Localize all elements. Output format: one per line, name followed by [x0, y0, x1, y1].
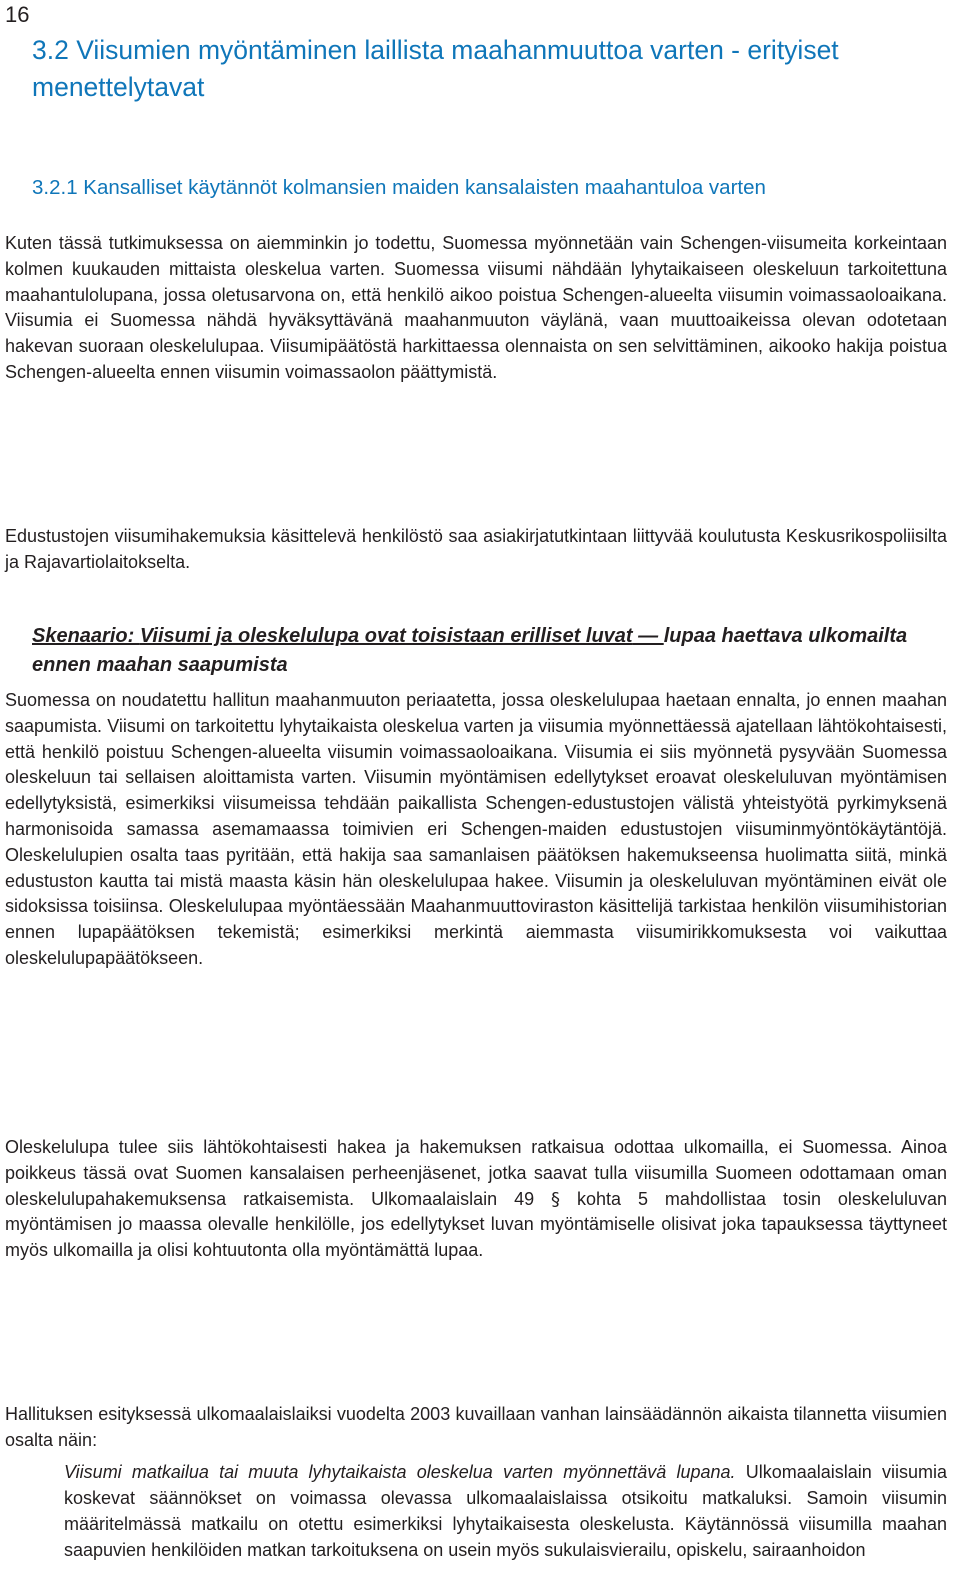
paragraph-residence-permit: [5, 1135, 947, 1264]
subsection-heading: 3.2.1 Kansalliset käytännöt kolmansien maiden kansalaisten maahantuloa varten: [32, 176, 766, 199]
scenario-title: Viisumi ja oleskelulupa ovat toisistaan erilliset luvat: [139, 625, 633, 647]
quote-italic-text: Viisumi matkailua tai muuta lyhytaikaista oleskelua varten myönnettävä lupana.: [64, 1462, 736, 1482]
paragraph-text-start: Oleskelulupa tulee siis lähtökohtaisesti hakea ja hakemuksen ratkaisua odottaa ulkomailla, ei Suomessa. Ainoa poikkeus tässä ovat Suomen kansalaisen perheenjäsenet, jotka saavat tulla viisumilla Suomeen odottamaan oman oleskelulupahakemuksensa ratkaisemista. Ulkomaalaislain 49: [5, 1137, 947, 1209]
scenario-subtitle: lupaa haettava ulkomailta ennen maahan saapumista: [32, 625, 908, 676]
block-quote: [64, 1459, 947, 1563]
quote-text: Ulkomaalaislain viisumia koskevat säännökset on voimassa olevassa ulkomaalaislaissa otsikoitu matkaluksi. Samoin viisumin määritelmässä matkailu on otettu esimerkiksi lyhytaikaisesta oleskelusta. Käytännössä viisumilla maahan saapuvien henkilöiden matkan tarkoituksena on usein myös sukulaisvierailu, opiskelu, sairaanhoidon: [64, 1462, 947, 1560]
scenario-heading: [32, 622, 932, 680]
paragraph-managed-migration: Suomessa on noudatettu hallitun maahanmuuton periaatetta, jossa oleskelulupaa haetaan ennalta, jo ennen maahan saapumista. Viisumi on tarkoitettu lyhytaikaista oleskelua varten ja viisumia myönnettäessä ajatellaan lähtökohtaisesti, että henkilö poistuu Schengen-alueelta viisumin voimassaoloaikana. Viisumia ei siis myönnetä pysyvään Suomessa oleskeluun tai sellaisen aloittamista varten. Viisumin myöntämisen edellytykset eroavat oleskeluluvan myöntämisen edellytyksistä, esimerkiksi viisumeissa tehdään paikallista Schengen-edustustojen välistä yhteistyötä pyrkimyksenä harmonisoida samassa asemamaassa toimivien eri Schengen-maiden edustustojen viisuminmyöntökäytäntöjä. Oleskelulupien osalta taas pyritään, että hakija saa samanlaisen päätöksen hakemukseensa huolimatta siitä, minkä edustuston kautta tai mistä maasta käsin hän oleskelulupaa hakee. Viisumin ja oleskeluluvan myöntäminen eivät ole sidoksissa toisiinsa. Oleskelulupaa myöntäessään Maahanmuuttoviraston käsittelijä tarkistaa henkilön viisumihistorian ennen lupapäätöksen tekemistä; esimerkiksi merkintä aiemmasta viisumirikkomuksesta voi vaikuttaa oleskelulupapäätökseen.: [5, 690, 947, 968]
paragraph-text-end: kohta 5 mahdollistaa tosin oleskeluluvan myöntämisen jo maassa olevalle henkilölle, jos edellytykset luvan myöntämiselle olisivat joka tapauksessa täyttyneet myös ulkomailla ja olisi kohtuutonta olla myöntämättä lupaa.: [5, 1188, 947, 1261]
scenario-dash: —: [632, 625, 664, 647]
paragraph-government-proposal: Hallituksen esityksessä ulkomaalaislaiksi vuodelta 2003 kuvaillaan vanhan lainsäädännön aikaista tilannetta viisumien osalta näin:: [5, 1404, 947, 1450]
paragraph-training: Edustustojen viisumihakemuksia käsittelevä henkilöstö saa asiakirjatutkintaan liittyvää koulutusta Keskusrikospoliisilta ja Rajavartiolaitokselta.: [5, 526, 947, 572]
page-number: 16: [5, 2, 30, 27]
section-heading: 3.2 Viisumien myöntäminen laillista maahanmuuttoa varten - erityiset menettelytavat: [32, 35, 839, 102]
section-sign: §: [551, 1188, 561, 1210]
paragraph-viisumi-intro: Kuten tässä tutkimuksessa on aiemminkin jo todettu, Suomessa myönnetään vain Schengen-viisumeita korkeintaan kolmen kuukauden mittaista oleskelua varten. Suomessa viisumi nähdään lyhytaikaiseen oleskeluun tarkoitettuna maahantulolupana, jossa oletusarvona on, että henkilö aikoo poistua Schengen-alueelta viisumin voimassaoloaikana. Viisumia ei Suomessa nähdä hyväksyttävänä maahanmuuton väylänä, vaan muuttoaikeissa olevan odotetaan hakevan suoraan oleskelulupaa. Viisumipäätöstä harkittaessa olennaista on sen selvittäminen, aikooko hakija poistua Schengen-alueelta ennen viisumin voimassaolon päättymistä.: [5, 233, 947, 382]
scenario-label: Skenaario:: [32, 625, 140, 647]
